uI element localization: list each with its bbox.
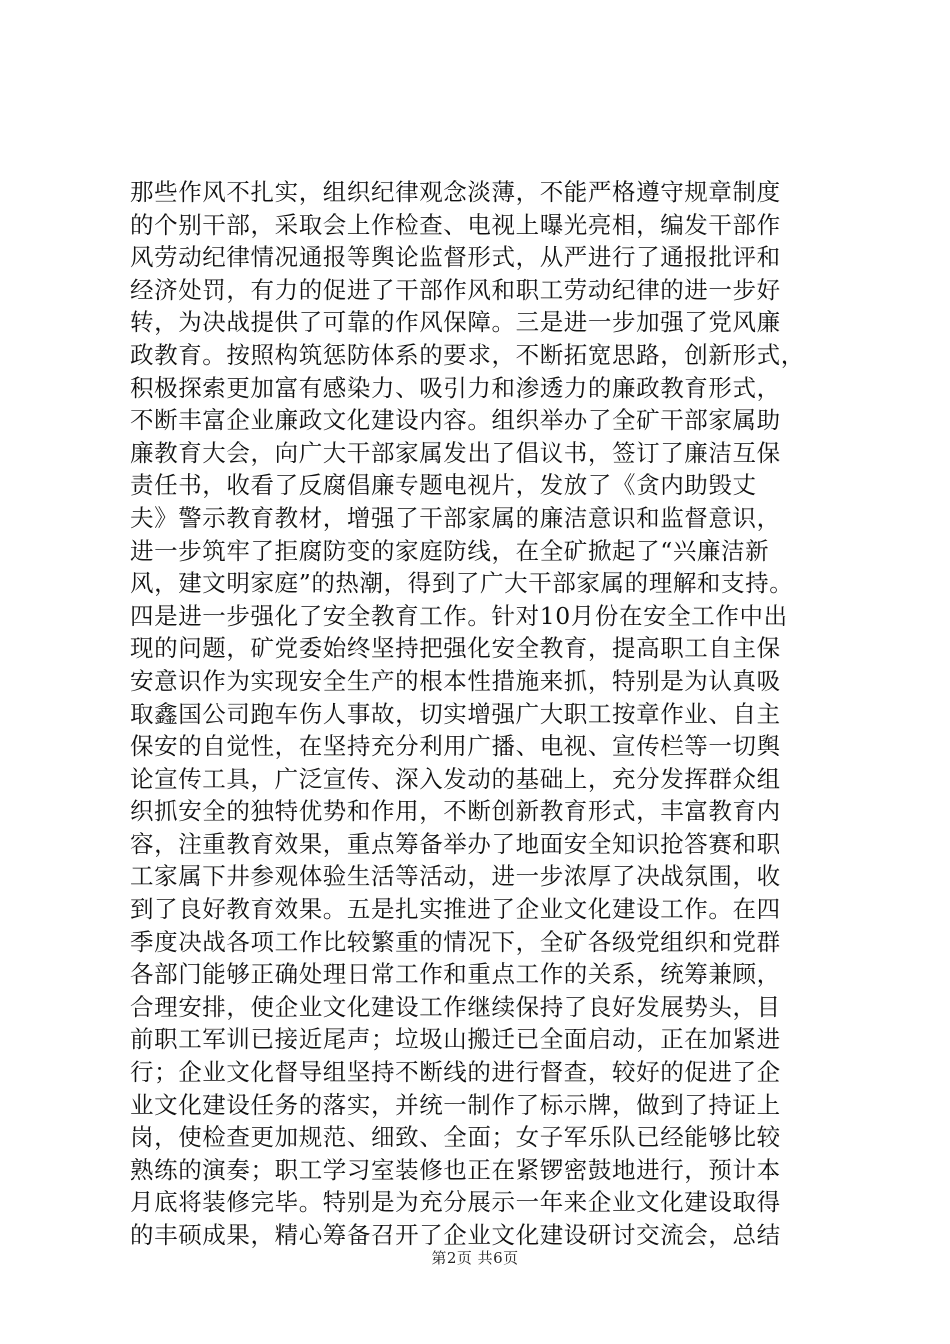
text-line: 责任书，收看了反腐倡廉专题电视片，发放了《贪内助毁丈 (130, 471, 757, 500)
text-line: 合理安排，使企业文化建设工作继续保持了良好发展势头，目 (130, 992, 781, 1021)
text-line: 月底将装修完毕。特别是为充分展示一年来企业文化建设取得 (130, 1188, 781, 1217)
text-line: 那些作风不扎实，组织纪律观念淡薄，不能严格遵守规章制度 (130, 178, 781, 206)
text-line: 保安的自觉性，在坚持充分利用广播、电视、宣传栏等一切舆 (130, 732, 781, 761)
text-line: 廉教育大会，向广大干部家属发出了倡议书，签订了廉洁互保 (130, 438, 781, 467)
text-line: 行；企业文化督导组坚持不断线的进行督查，较好的促进了企 (130, 1058, 781, 1087)
text-line: 现的问题，矿党委始终坚持把强化安全教育，提高职工自主保 (130, 634, 781, 663)
text-line: 夫》警示教育教材，增强了干部家属的廉洁意识和监督意识， (130, 503, 781, 532)
text-line: 进一步筑牢了拒腐防变的家庭防线，在全矿掀起了“兴廉洁新 (130, 536, 770, 565)
text-line: 岗，使检查更加规范、细致、全面；女子军乐队已经能够比较 (130, 1123, 781, 1152)
text-line: 织抓安全的独特优势和作用，不断创新教育形式，丰富教育内 (130, 797, 781, 826)
text-line: 前职工军训已接近尾声；垃圾山搬迁已全面启动，正在加紧进 (130, 1025, 781, 1054)
text-line: 的丰硕成果，精心筹备召开了企业文化建设研讨交流会，总结 (130, 1221, 781, 1249)
text-line: 风，建文明家庭”的热潮，得到了广大干部家属的理解和支持。 (130, 569, 794, 598)
text-line: 安意识作为实现安全生产的根本性措施来抓，特别是为认真吸 (130, 666, 781, 695)
text-line: 政教育。按照构筑惩防体系的要求，不断拓宽思路，创新形式， (130, 340, 805, 369)
text-line: 取鑫国公司跑车伤人事故，切实增强广大职工按章作业、自主 (130, 699, 781, 728)
text-line: 季度决战各项工作比较繁重的情况下，全矿各级党组织和党群 (130, 927, 781, 956)
text-line: 积极探索更加富有感染力、吸引力和渗透力的廉政教育形式， (130, 373, 781, 402)
body-text (130, 176, 830, 1252)
text-line: 到了良好教育效果。五是扎实推进了企业文化建设工作。在四 (130, 895, 781, 924)
text-line: 风劳动纪律情况通报等舆论监督形式，从严进行了通报批评和 (130, 243, 781, 272)
text-line: 各部门能够正确处理日常工作和重点工作的关系，统筹兼顾， (130, 960, 781, 989)
text-line: 四是进一步强化了安全教育工作。针对10月份在安全工作中出 (130, 601, 788, 630)
text-line: 论宣传工具，广泛宣传、深入发动的基础上，充分发挥群众组 (130, 764, 781, 793)
text-line: 的个别干部，采取会上作检查、电视上曝光亮相，编发干部作 (130, 210, 781, 239)
text-line: 工家属下井参观体验生活等活动，进一步浓厚了决战氛围，收 (130, 862, 781, 891)
text-line: 经济处罚，有力的促进了干部作风和职工劳动纪律的进一步好 (130, 275, 781, 304)
page-number-footer: 第2页 共6页 (431, 1249, 519, 1267)
text-line: 容，注重教育效果，重点筹备举办了地面安全知识抢答赛和职 (130, 829, 781, 858)
text-line: 转，为决战提供了可靠的作风保障。三是进一步加强了党风廉 (130, 308, 781, 337)
text-line: 熟练的演奏；职工学习室装修也正在紧锣密鼓地进行，预计本 (130, 1155, 781, 1184)
text-line: 不断丰富企业廉政文化建设内容。组织举办了全矿干部家属助 (130, 406, 781, 435)
text-line: 业文化建设任务的落实，并统一制作了标示牌，做到了持证上 (130, 1090, 781, 1119)
